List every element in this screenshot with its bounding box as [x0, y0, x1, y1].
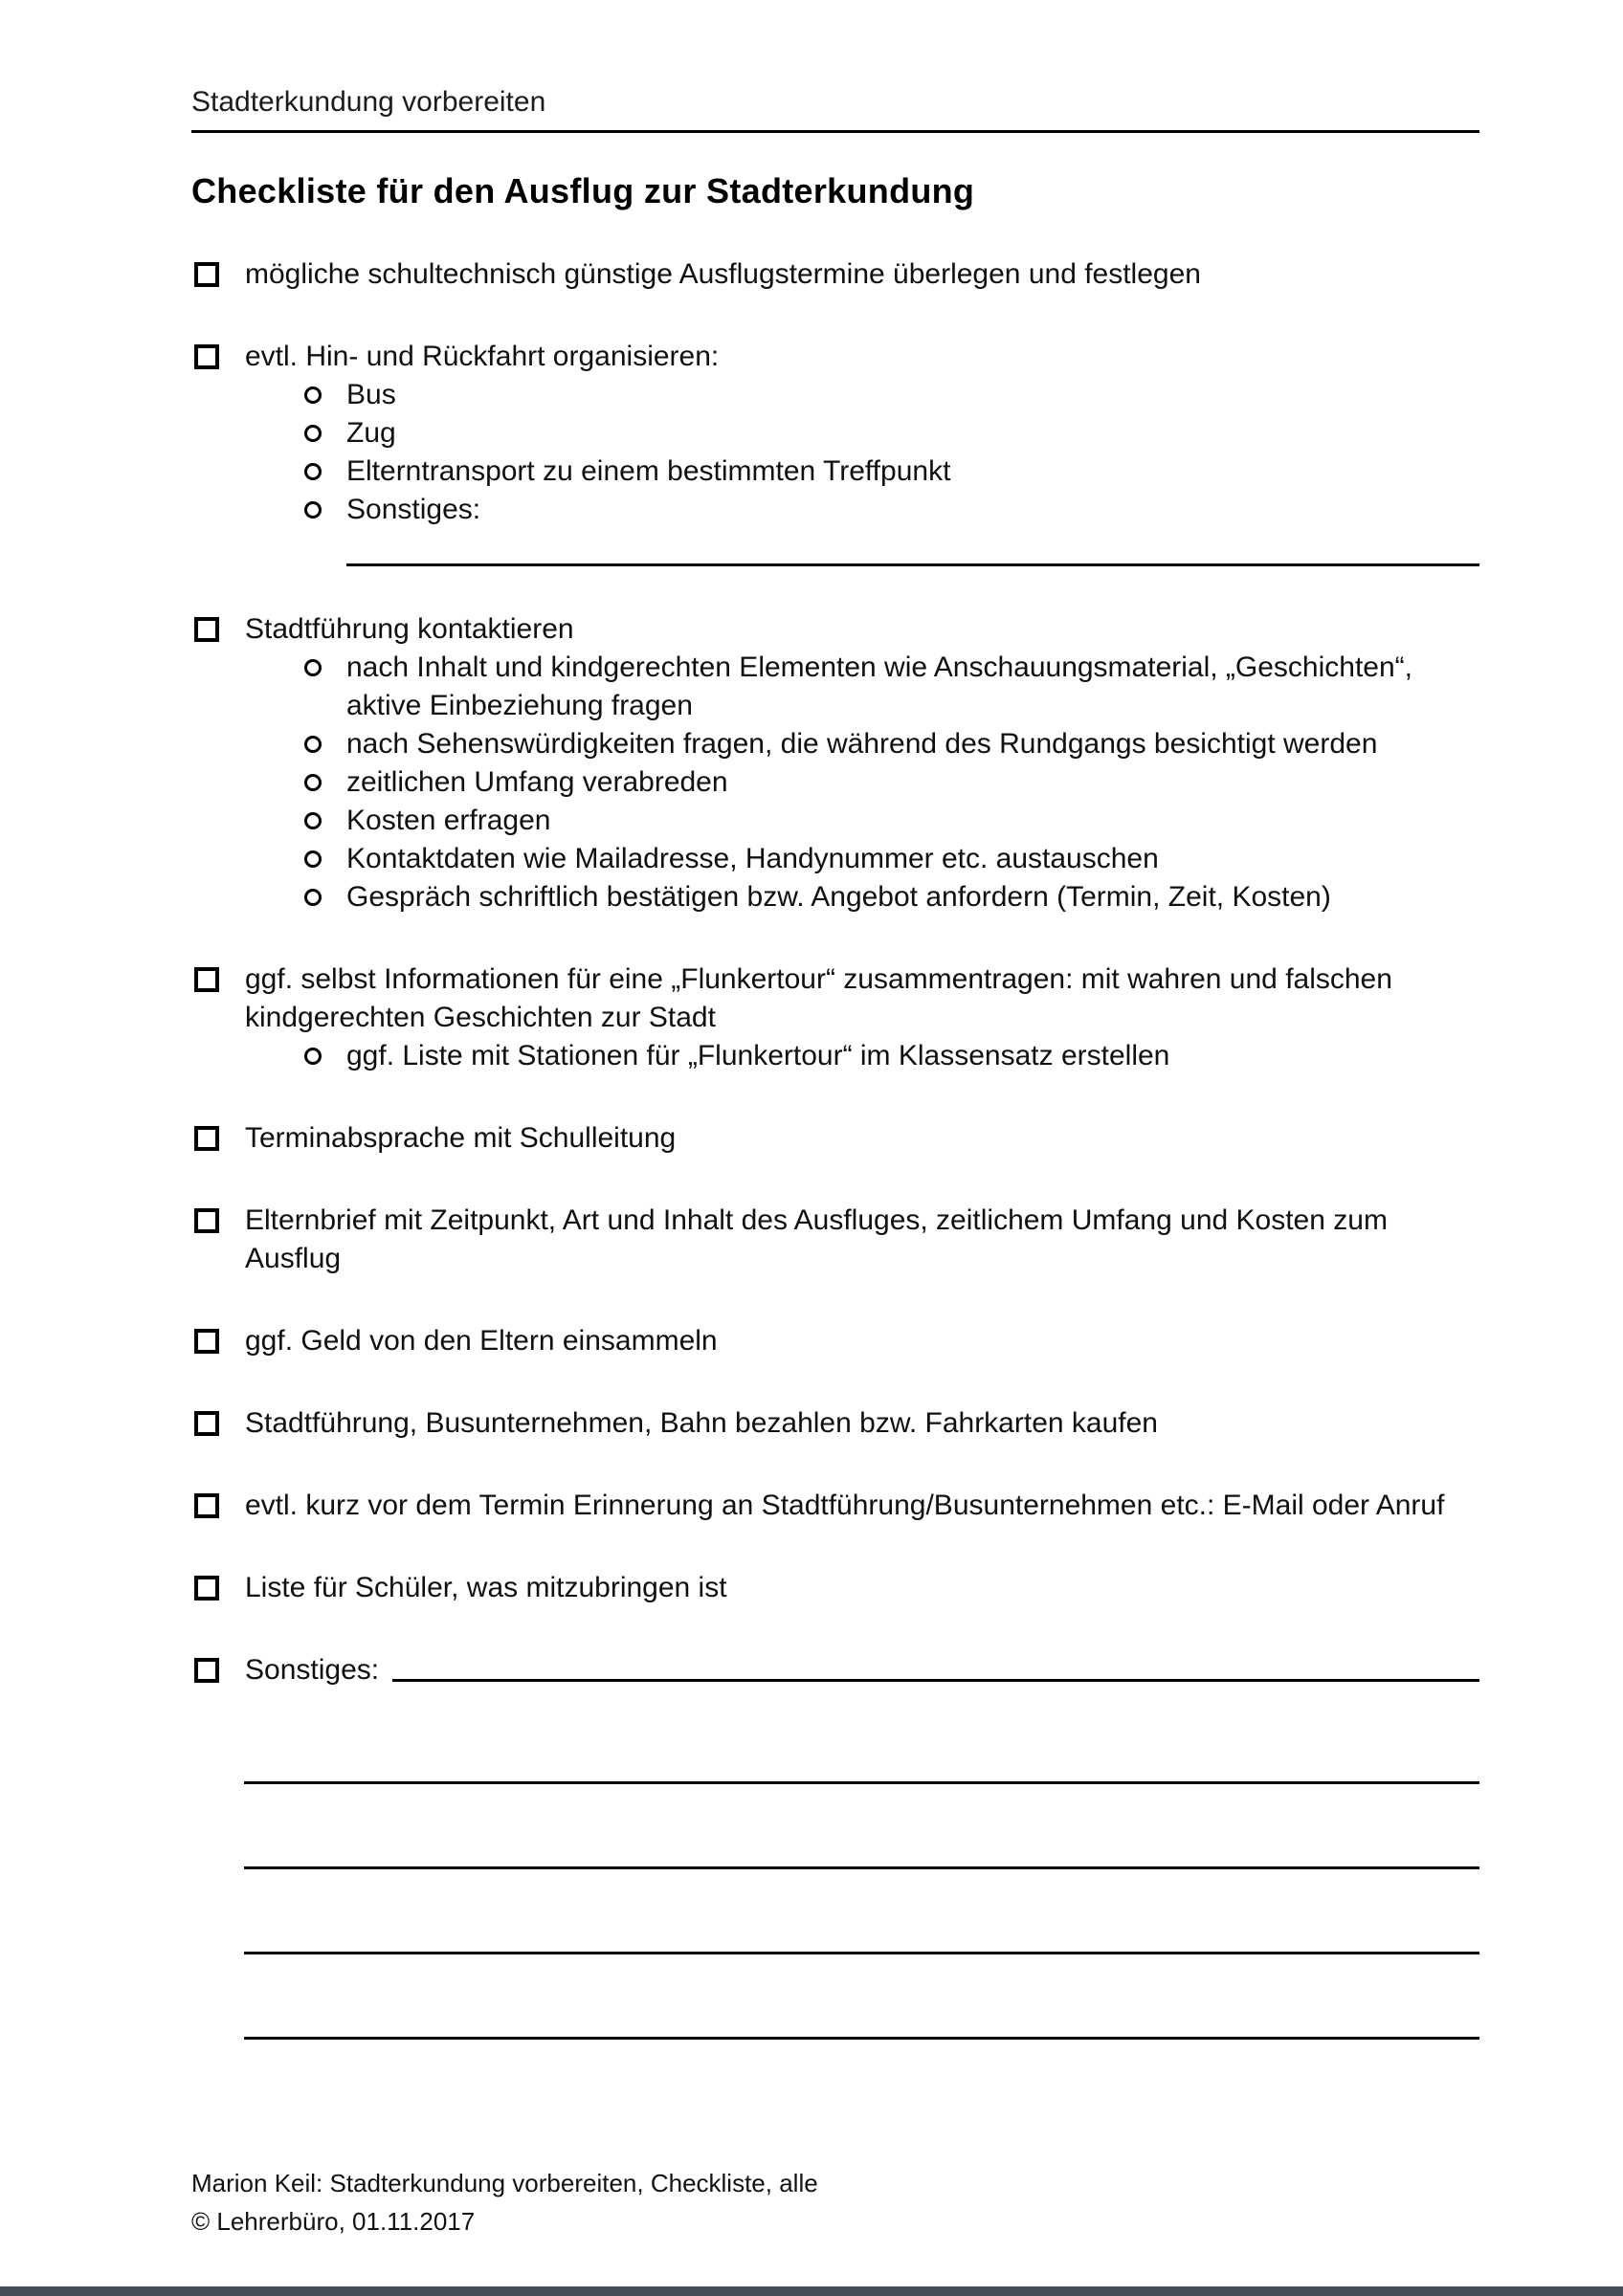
circle-bullet-icon	[304, 463, 322, 480]
item-label: ggf. Geld von den Eltern einsammeln	[245, 1325, 718, 1357]
write-line	[244, 1952, 1479, 1954]
item-label: evtl. Hin- und Rückfahrt organisieren:	[245, 341, 720, 372]
checklist-subitem	[304, 414, 1479, 453]
subitem-label: Elterntransport zu einem bestimmten Treffpunkt	[346, 455, 951, 487]
checklist-subitem	[304, 802, 1479, 840]
item-label: ggf. selbst Informationen für eine „Flunkertour“ zusammentragen: mit wahren und falschen kindgerechten Geschichten zur Stadt	[245, 963, 1392, 1033]
write-line	[244, 1781, 1479, 1784]
checkbox[interactable]	[194, 262, 219, 287]
item-label: Sonstiges:	[245, 1654, 380, 1686]
checklist-subitem	[304, 725, 1479, 763]
checklist-item	[191, 255, 1479, 294]
document-header	[191, 86, 1479, 133]
checkbox[interactable]	[194, 344, 219, 369]
subitem-label: nach Sehenswürdigkeiten fragen, die während des Rundgangs besichtigt werden	[346, 728, 1378, 760]
checklist-subitem	[304, 649, 1479, 725]
circle-bullet-icon	[304, 501, 322, 519]
checkbox[interactable]	[194, 1126, 219, 1151]
item-label: Terminabsprache mit Schulleitung	[245, 1122, 677, 1154]
checklist-item	[191, 1569, 1479, 1607]
subitem-label: ggf. Liste mit Stationen für „Flunkertour“ im Klassensatz erstellen	[346, 1040, 1170, 1071]
circle-bullet-icon	[304, 386, 322, 404]
checklist-subitem	[304, 1037, 1479, 1075]
checklist-subitem	[304, 763, 1479, 802]
write-line	[244, 2037, 1479, 2040]
write-line	[392, 1651, 1479, 1682]
circle-bullet-icon	[304, 659, 322, 676]
checkbox[interactable]	[194, 1576, 219, 1601]
checkbox[interactable]	[194, 1208, 219, 1233]
checkbox[interactable]	[194, 967, 219, 992]
checklist-item	[191, 1202, 1479, 1278]
checklist-item	[191, 1651, 1479, 1689]
checkbox[interactable]	[194, 1658, 219, 1683]
document-footer	[191, 2164, 818, 2241]
circle-bullet-icon	[304, 812, 322, 829]
checklist-item	[191, 1322, 1479, 1360]
checklist-subitem	[304, 840, 1479, 878]
subitem-label: Kosten erfragen	[346, 805, 551, 836]
subitem-label: zeitlichen Umfang verabreden	[346, 766, 728, 798]
subitem-label: Bus	[346, 379, 396, 410]
circle-bullet-icon	[304, 774, 322, 791]
item-label: Elternbrief mit Zeitpunkt, Art und Inhalt des Ausfluges, zeitlichem Umfang und Kosten zum Ausflug	[245, 1204, 1388, 1274]
footer-author-line: Marion Keil: Stadterkundung vorbereiten, Checkliste, alle	[191, 2169, 818, 2197]
checkbox[interactable]	[194, 617, 219, 642]
item-label: Liste für Schüler, was mitzubringen ist	[245, 1572, 727, 1603]
circle-bullet-icon	[304, 850, 322, 868]
item-label: mögliche schultechnisch günstige Ausflugstermine überlegen und festlegen	[245, 258, 1201, 290]
subitem-label: nach Inhalt und kindgerechten Elementen wie Anschauungsmaterial, „Geschichten“, aktive Einbeziehung fragen	[346, 651, 1412, 721]
checklist-item	[191, 1487, 1479, 1525]
checkbox[interactable]	[194, 1493, 219, 1518]
item-label: Stadtführung, Busunternehmen, Bahn bezahlen bzw. Fahrkarten kaufen	[245, 1407, 1158, 1439]
checklist-subitem	[304, 376, 1479, 414]
circle-bullet-icon	[304, 889, 322, 906]
checklist-item	[191, 960, 1479, 1037]
circle-bullet-icon	[304, 1048, 322, 1065]
subitem-list	[304, 376, 1479, 566]
checklist-subitem	[304, 878, 1479, 916]
checkbox[interactable]	[194, 1329, 219, 1354]
page-bottom-edge	[0, 2286, 1623, 2296]
write-line	[346, 563, 1479, 566]
subitem-label: Gespräch schriftlich bestätigen bzw. Angebot anfordern (Termin, Zeit, Kosten)	[346, 881, 1331, 913]
checklist-item	[191, 1119, 1479, 1158]
subitem-list	[304, 649, 1479, 916]
write-line	[244, 1866, 1479, 1869]
subitem-label: Zug	[346, 417, 396, 449]
checklist-subitem	[304, 491, 1479, 529]
page-title: Checkliste für den Ausflug zur Stadterkundung	[191, 171, 975, 210]
checklist-item	[191, 1404, 1479, 1443]
checklist-item	[191, 338, 1479, 376]
footer-copyright-line: © Lehrerbüro, 01.11.2017	[191, 2207, 476, 2236]
checklist-subitem	[304, 453, 1479, 491]
subitem-label: Sonstiges:	[346, 494, 481, 525]
checklist-item	[191, 610, 1479, 649]
circle-bullet-icon	[304, 425, 322, 442]
circle-bullet-icon	[304, 736, 322, 753]
document-header-text: Stadterkundung vorbereiten	[191, 86, 546, 118]
subitem-label: Kontaktdaten wie Mailadresse, Handynummer etc. austauschen	[346, 843, 1159, 874]
item-label: evtl. kurz vor dem Termin Erinnerung an Stadtführung/Busunternehmen etc.: E-Mail oder Anruf	[245, 1490, 1445, 1521]
checkbox[interactable]	[194, 1411, 219, 1436]
subitem-list	[304, 1037, 1479, 1075]
item-label: Stadtführung kontaktieren	[245, 613, 574, 645]
